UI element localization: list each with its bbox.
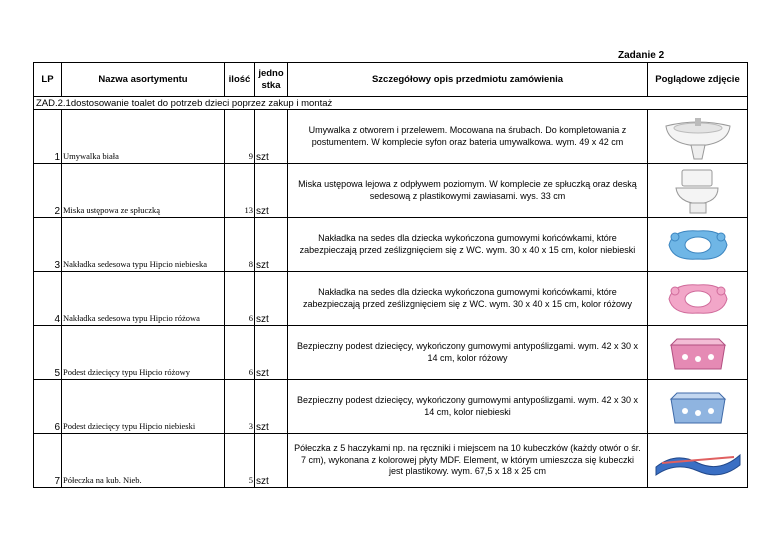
order-table bbox=[33, 62, 748, 488]
task-label: Zadanie 2 bbox=[618, 50, 665, 61]
item-name: Miska ustępowa ze spłuczką bbox=[62, 164, 225, 218]
item-name: Nakładka sedesowa typu Hipcio różowa bbox=[62, 272, 225, 326]
section-row bbox=[34, 97, 748, 110]
table-row bbox=[34, 326, 748, 380]
item-lp: 2 bbox=[34, 164, 62, 218]
header-unit-line2: stka bbox=[261, 79, 281, 91]
item-lp: 7 bbox=[34, 434, 62, 488]
item-name: Nakładka sedesowa typu Hipcio niebieska bbox=[62, 218, 225, 272]
item-desc: Bezpieczny podest dziecięcy, wykończony gumowymi antypoślizgami. wym. 42 x 30 x 14 cm, kolor różowy bbox=[288, 326, 648, 380]
item-qty: 9 bbox=[225, 110, 255, 164]
item-name: Podest dziecięcy typu Hipcio niebieski bbox=[62, 380, 225, 434]
item-unit: szt bbox=[255, 110, 288, 164]
toilet-icon bbox=[648, 168, 747, 214]
item-unit: szt bbox=[255, 434, 288, 488]
item-unit: szt bbox=[255, 380, 288, 434]
header-unit-line1: jedno bbox=[258, 67, 284, 79]
item-qty: 5 bbox=[225, 434, 255, 488]
item-image bbox=[648, 326, 748, 380]
item-name: Podest dziecięcy typu Hipcio różowy bbox=[62, 326, 225, 380]
item-unit: szt bbox=[255, 272, 288, 326]
item-qty: 13 bbox=[225, 164, 255, 218]
item-lp: 6 bbox=[34, 380, 62, 434]
item-image bbox=[648, 434, 748, 488]
item-desc: Bezpieczny podest dziecięcy, wykończony gumowymi antypoślizgami. wym. 42 x 30 x 14 cm, kolor niebieski bbox=[288, 380, 648, 434]
section-title: ZAD.2.1dostosowanie toalet do potrzeb dzieci poprzez zakup i montaż bbox=[34, 97, 748, 110]
table-row bbox=[34, 380, 748, 434]
table-row bbox=[34, 164, 748, 218]
item-desc: Nakładka na sedes dla dziecka wykończona gumowymi końcówkami, które zabezpieczają przed ześlizgnięciem się z WC. wym. 30 x 40 x 15 cm, kolor różowy bbox=[288, 272, 648, 326]
seat-blue-icon bbox=[648, 223, 747, 267]
header-unit bbox=[255, 63, 288, 97]
item-unit: szt bbox=[255, 218, 288, 272]
item-lp: 5 bbox=[34, 326, 62, 380]
item-name: Półeczka na kub. Nieb. bbox=[62, 434, 225, 488]
item-image bbox=[648, 272, 748, 326]
item-qty: 6 bbox=[225, 272, 255, 326]
table-row bbox=[34, 272, 748, 326]
step-blue-icon bbox=[648, 387, 747, 427]
table-row bbox=[34, 434, 748, 488]
step-pink-icon bbox=[648, 333, 747, 373]
item-image bbox=[648, 218, 748, 272]
item-qty: 8 bbox=[225, 218, 255, 272]
item-lp: 1 bbox=[34, 110, 62, 164]
item-image bbox=[648, 110, 748, 164]
header-desc: Szczegółowy opis przedmiotu zamówienia bbox=[288, 63, 648, 97]
header-name: Nazwa asortymentu bbox=[62, 63, 225, 97]
header-row bbox=[34, 63, 748, 97]
header-qty: ilość bbox=[225, 63, 255, 97]
item-desc: Nakładka na sedes dla dziecka wykończona gumowymi końcówkami, które zabezpieczają przed ześlizgnięciem się z WC. wym. 30 x 40 x 15 cm, kolor niebieski bbox=[288, 218, 648, 272]
table-row bbox=[34, 218, 748, 272]
header-lp: LP bbox=[34, 63, 62, 97]
header-img: Poglądowe zdjęcie bbox=[648, 63, 748, 97]
item-qty: 6 bbox=[225, 326, 255, 380]
item-unit: szt bbox=[255, 164, 288, 218]
table-row bbox=[34, 110, 748, 164]
sink-icon bbox=[648, 114, 747, 160]
item-lp: 4 bbox=[34, 272, 62, 326]
item-unit: szt bbox=[255, 326, 288, 380]
item-desc: Miska ustępowa lejowa z odpływem poziomym. W komplecie ze spłuczką oraz deską sedesową z plastikowymi zawiasami. wys. 33 cm bbox=[288, 164, 648, 218]
item-image bbox=[648, 164, 748, 218]
item-desc: Półeczka z 5 haczykami np. na ręczniki i miejscem na 10 kubeczków (każdy otwór o śr. 7 cm), wykonana z kolorowej płyty MDF. Element, w którym umieszcza się kubeczki jest plastikowy. wym. 67,5 x 18 x 25 cm bbox=[288, 434, 648, 488]
item-image bbox=[648, 380, 748, 434]
item-desc: Umywalka z otworem i przelewem. Mocowana na śrubach. Do kompletowania z postumentem. W komplecie syfon oraz bateria umywalkowa. wym. 49 x 42 cm bbox=[288, 110, 648, 164]
item-name: Umywalka biała bbox=[62, 110, 225, 164]
shelf-icon bbox=[648, 443, 747, 479]
item-lp: 3 bbox=[34, 218, 62, 272]
seat-pink-icon bbox=[648, 277, 747, 321]
item-qty: 3 bbox=[225, 380, 255, 434]
